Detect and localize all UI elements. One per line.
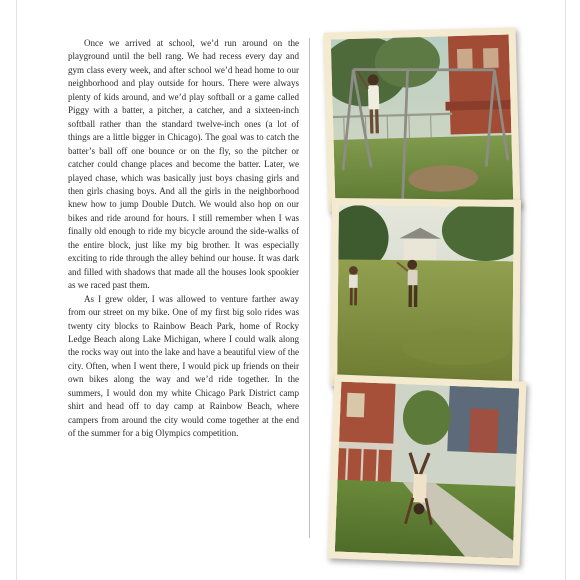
photo-softball-image <box>337 205 514 381</box>
photo-swing-set <box>324 27 521 211</box>
paragraph-2: As I grew older, I was allowed to venture farther away from our street on my bike. One of my first big solo rides was twenty city blocks to Rainbow Beach Park, home of Rocky Ledge Beach along Lake Michigan, where I could walk along the rocks way out into the lake and have a beautiful view of the city. Often, when I went there, I would pick up friends on their own bikes along the way and we’d ride together. In the summers, I would don my white Chicago Park District camp shirt and head off to day camp at Rainbow Beach, where campers from around the city would come together at the end of the summer for a big Olympics competition. <box>68 293 299 439</box>
page-edge-left <box>16 0 17 580</box>
column-divider <box>309 38 310 538</box>
photo-swing-set-image <box>331 35 514 205</box>
page-edge-right <box>565 0 566 580</box>
photo-handstand-image <box>335 382 519 559</box>
body-text-column <box>68 37 299 441</box>
paragraph-1: Once we arrived at school, we’d run around on the playground until the bell rang. We had recess every day and gym class every week, and after school we’d head home to our neighborhood and play outside for hours. There were always plenty of kids around, and we’d play softball or a game called Piggy with a batter, a pitcher, a catcher, and a sixteen-inch softball rather than the standard twelve-inch ones (a lot of things are a little bigger in Chicago). The goal was to catch the batter’s ball off one bounce or on the fly, so the pitcher or catcher could change places and become the batter. Later, we played chase, which was basically just boys chasing girls and then girls chasing boys. And all the girls in the neighborhood knew how to jump Double Dutch. We would also hop on our bikes and ride around for hours. I still remember when I was finally old enough to ride my bicycle around the side-walks of the entire block, just like my big brother. It was especially exciting to ride through the alley behind our house. It was dark and filled with shadows that made all the houses look spookier as we raced past them. <box>68 38 299 291</box>
photo-handstand <box>328 374 527 565</box>
photo-softball <box>330 198 521 388</box>
